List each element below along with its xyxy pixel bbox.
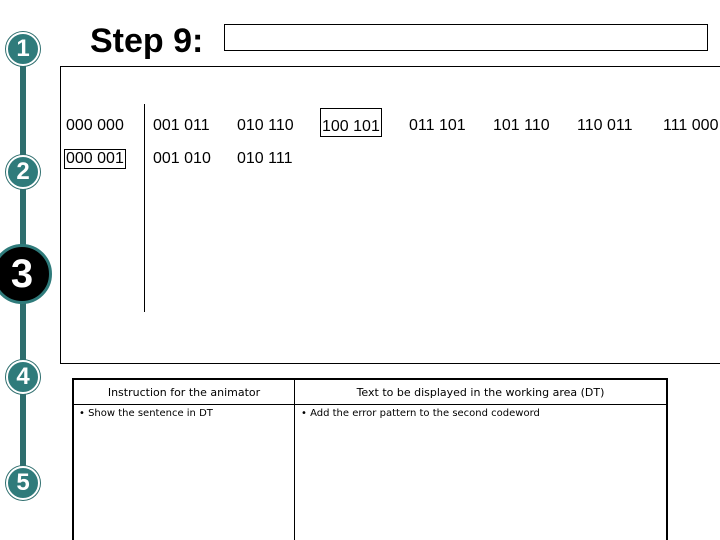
- step-title: Step 9:: [90, 22, 204, 60]
- codeword: 001 010: [153, 150, 211, 167]
- step-2-label: 2: [16, 158, 30, 185]
- animator-instruction-text: • Show the sentence in DT: [79, 408, 213, 419]
- display-text-content: • Add the error pattern to the second codeword: [301, 408, 540, 419]
- step-1-label: 1: [16, 35, 30, 62]
- step-4-label: 4: [16, 363, 30, 390]
- working-area: [60, 66, 720, 364]
- codeword: 010 110: [237, 117, 294, 134]
- codeword: 110 011: [577, 117, 633, 134]
- codeword-highlighted: 100 101: [320, 108, 382, 137]
- codeword: 101 110: [493, 117, 550, 134]
- codeword-highlighted: 000 001: [66, 150, 124, 167]
- step-1-marker[interactable]: [6, 32, 40, 66]
- step-5-marker[interactable]: [6, 466, 40, 500]
- table-column-divider: [294, 380, 295, 540]
- instruction-table: [72, 378, 668, 540]
- codeword: 011 101: [409, 117, 466, 134]
- codeword: 001 011: [153, 117, 210, 134]
- table-header-divider: [74, 404, 666, 405]
- step-3-marker-active[interactable]: [0, 244, 52, 304]
- header-display-text: Text to be displayed in the working area (DT): [356, 385, 605, 399]
- codeword: 111 000: [663, 117, 719, 134]
- step-3-label: 3: [10, 251, 34, 296]
- working-area-divider: [144, 104, 145, 312]
- step-4-marker[interactable]: [6, 360, 40, 394]
- step-2-marker[interactable]: [6, 155, 40, 189]
- title-input-box[interactable]: [224, 24, 708, 51]
- codeword: 010 111: [237, 150, 293, 167]
- codeword: 000 000: [66, 117, 124, 134]
- header-animator-instruction: Instruction for the animator: [107, 385, 261, 399]
- step-5-label: 5: [16, 469, 30, 496]
